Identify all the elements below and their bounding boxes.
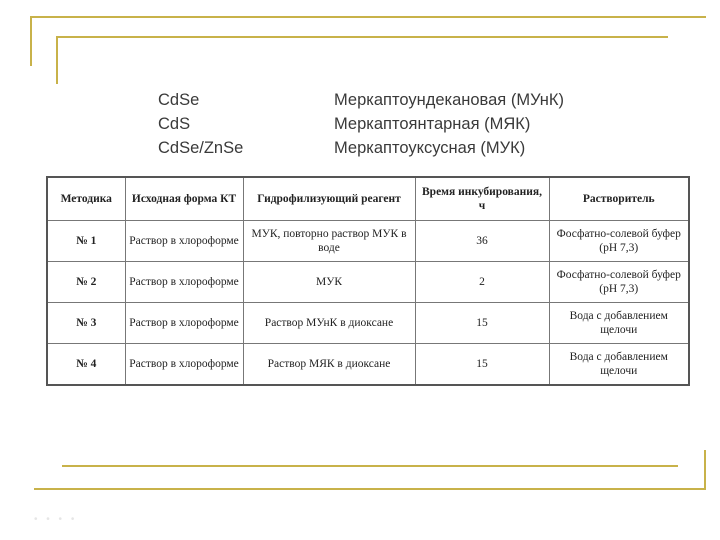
method-cell: № 3 [47, 303, 125, 344]
frame-line-bottom-inner [62, 465, 678, 467]
ligand-pair [158, 112, 628, 136]
frame-line-top-outer [30, 16, 706, 18]
column-header: Время инкубирования, ч [415, 177, 549, 221]
ligand-name: Меркаптоундекановая (МУнК) [334, 91, 565, 109]
frame-line-bottom-outer [34, 488, 706, 490]
method-cell: № 4 [47, 344, 125, 386]
table-cell: Раствор МЯК в диоксане [243, 344, 415, 386]
ligand-pair [158, 136, 628, 160]
method-cell: № 1 [47, 221, 125, 262]
ligand-list [158, 88, 628, 160]
methods-table [46, 176, 690, 386]
column-header: Методика [47, 177, 125, 221]
frame-line-left-inner [56, 36, 58, 84]
table-cell: Раствор в хлороформе [125, 221, 243, 262]
table-row [47, 262, 689, 303]
table-cell: МУК, повторно раствор МУК в воде [243, 221, 415, 262]
footer-marks: • • • • [34, 514, 78, 525]
table-cell: 15 [415, 344, 549, 386]
ligand-name: Меркаптоянтарная (МЯК) [334, 115, 531, 133]
table-cell: 36 [415, 221, 549, 262]
quantum-dot-core: CdSe [158, 91, 200, 109]
table-row [47, 221, 689, 262]
frame-line-left-outer [30, 16, 32, 66]
table-cell: Раствор в хлороформе [125, 262, 243, 303]
column-header: Растворитель [549, 177, 689, 221]
frame-line-top-inner [56, 36, 668, 38]
table-cell: 2 [415, 262, 549, 303]
quantum-dot-core: CdS [158, 115, 191, 133]
table-cell: МУК [243, 262, 415, 303]
table-cell: Фосфатно-солевой буфер (рН 7,3) [549, 262, 689, 303]
table-cell: Раствор в хлороформе [125, 303, 243, 344]
ligand-name: Меркаптоуксусная (МУК) [334, 139, 526, 157]
column-header: Исходная форма КТ [125, 177, 243, 221]
column-header: Гидрофилизующий реагент [243, 177, 415, 221]
table-cell: Раствор в хлороформе [125, 344, 243, 386]
quantum-dot-core: CdSe/ZnSe [158, 139, 244, 157]
table-cell: Вода с добавлением щелочи [549, 303, 689, 344]
table-cell: 15 [415, 303, 549, 344]
table-cell: Фосфатно-солевой буфер (рН 7,3) [549, 221, 689, 262]
table-row [47, 303, 689, 344]
method-cell: № 2 [47, 262, 125, 303]
table-cell: Вода с добавлением щелочи [549, 344, 689, 386]
table-row [47, 344, 689, 386]
table-header-row [47, 177, 689, 221]
table-cell: Раствор МУнК в диоксане [243, 303, 415, 344]
ligand-pair [158, 88, 628, 112]
frame-line-right-outer [704, 450, 706, 490]
